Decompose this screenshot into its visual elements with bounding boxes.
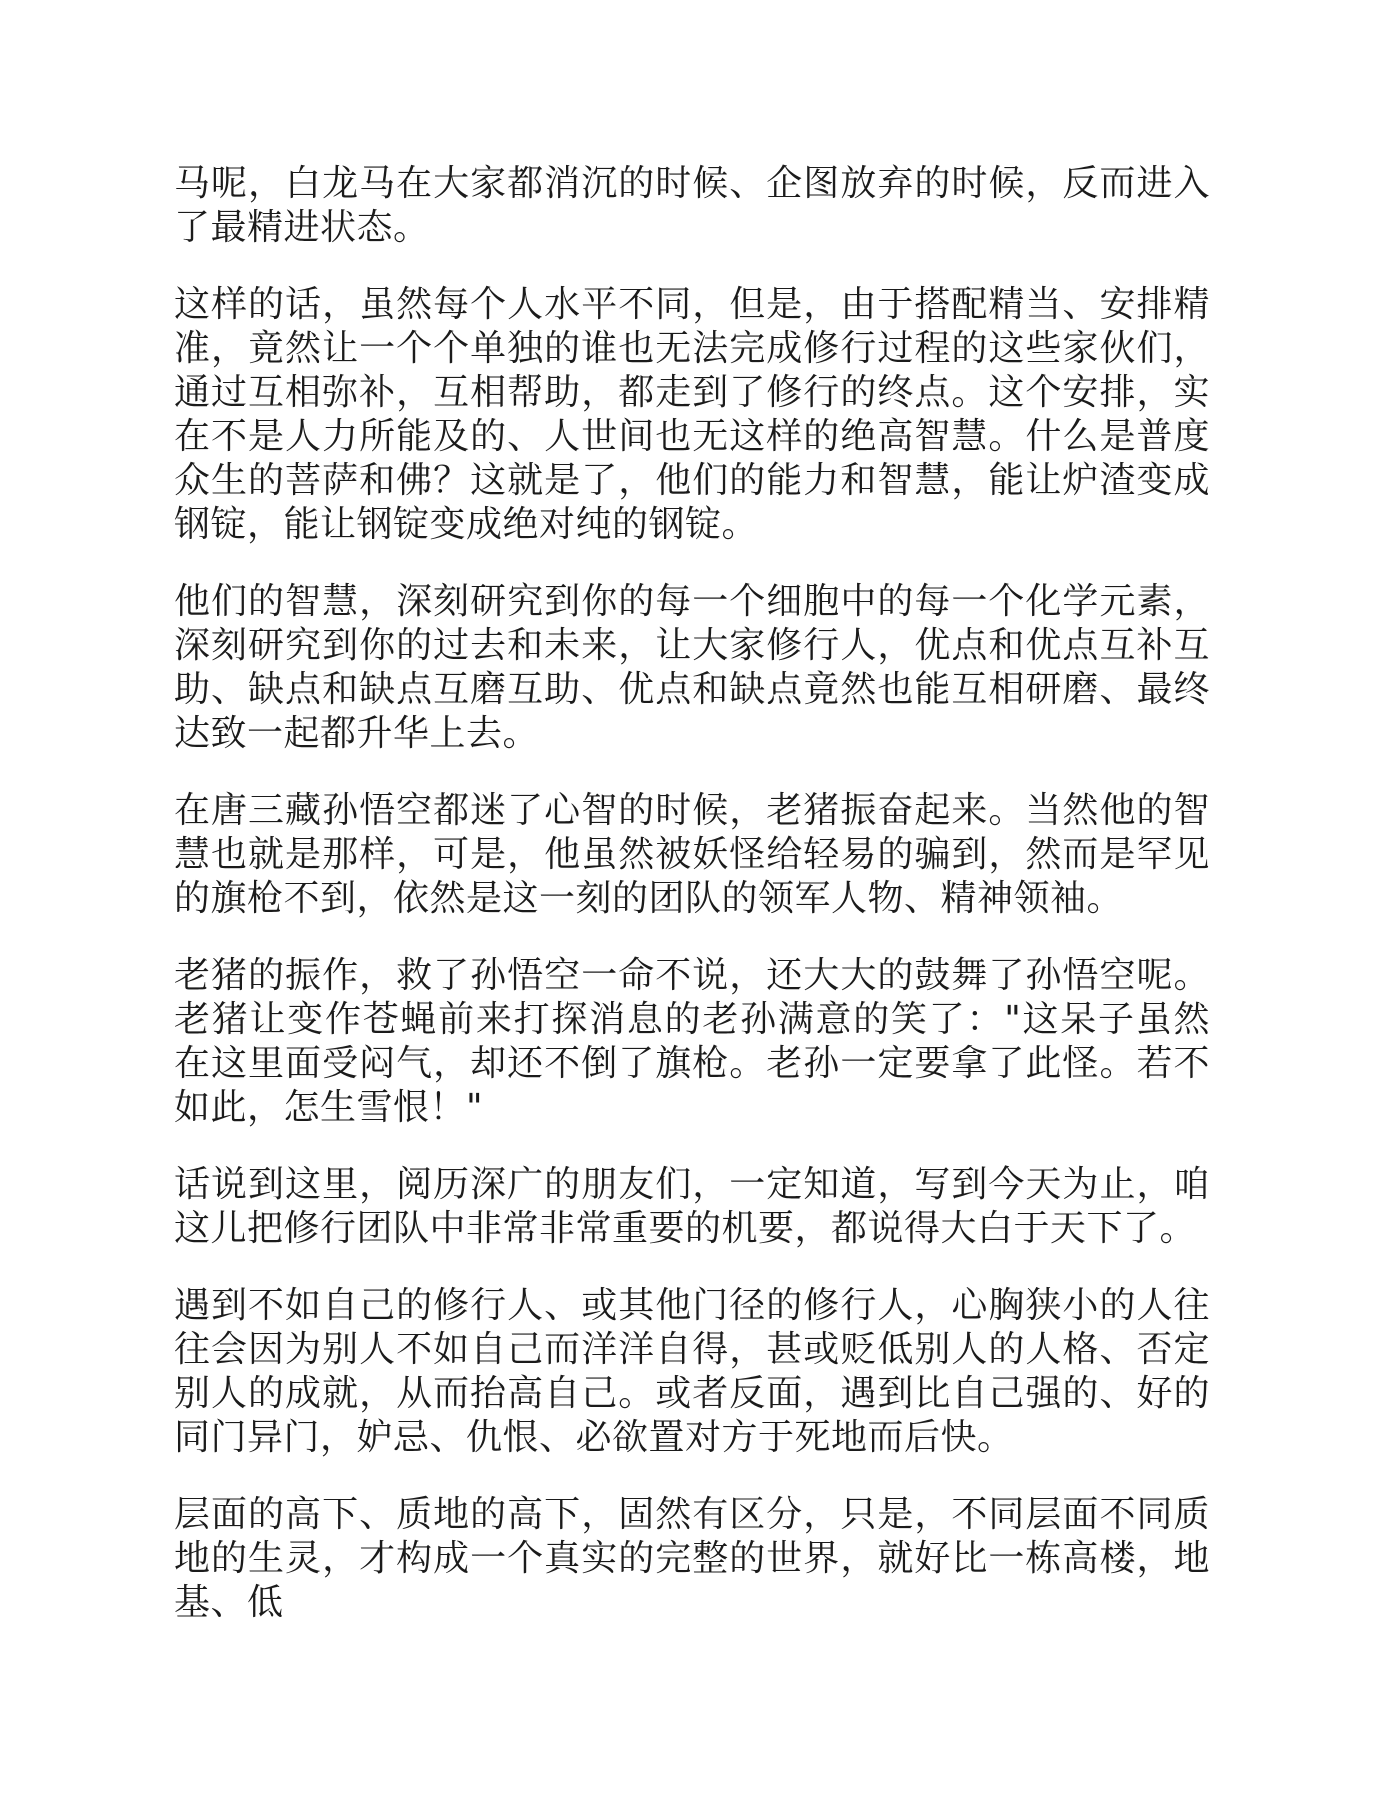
paragraph-4: 在唐三藏孙悟空都迷了心智的时候，老猪振奋起来。当然他的智慧也就是那样，可是，他虽然被妖怪给轻易的骗到，然而是罕见的旗枪不到，依然是这一刻的团队的领军人物、精神领袖。 bbox=[174, 790, 1210, 919]
paragraph-5: 老猪的振作，救了孙悟空一命不说，还大大的鼓舞了孙悟空呢。老猪让变作苍蝇前来打探消息的老孙满意的笑了："这呆子虽然在这里面受闷气，却还不倒了旗枪。老孙一定要拿了此怪。若不如此，怎生雪恨！" bbox=[174, 955, 1210, 1128]
paragraph-2: 这样的话，虽然每个人水平不同，但是，由于搭配精当、安排精准，竟然让一个个单独的谁也无法完成修行过程的这些家伙们，通过互相弥补，互相帮助，都走到了修行的终点。这个安排，实在不是人力所能及的、人世间也无这样的绝高智慧。什么是普度众生的菩萨和佛？这就是了，他们的能力和智慧，能让炉渣变成钢锭，能让钢锭变成绝对纯的钢锭。 bbox=[174, 284, 1210, 545]
paragraph-1: 马呢，白龙马在大家都消沉的时候、企图放弃的时候，反而进入了最精进状态。 bbox=[174, 163, 1210, 248]
paragraph-3: 他们的智慧，深刻研究到你的每一个细胞中的每一个化学元素，深刻研究到你的过去和未来，让大家修行人，优点和优点互补互助、缺点和缺点互磨互助、优点和缺点竟然也能互相研磨、最终达致一起都升华上去。 bbox=[174, 581, 1210, 754]
paragraph-7: 遇到不如自己的修行人、或其他门径的修行人，心胸狭小的人往往会因为别人不如自己而洋洋自得，甚或贬低别人的人格、否定别人的成就，从而抬高自己。或者反面，遇到比自己强的、好的同门异门，妒忌、仇恨、必欲置对方于死地而后快。 bbox=[174, 1285, 1210, 1458]
document-body bbox=[174, 162, 1210, 1658]
paragraph-8: 层面的高下、质地的高下，固然有区分，只是，不同层面不同质地的生灵，才构成一个真实的完整的世界，就好比一栋高楼，地基、低 bbox=[174, 1494, 1210, 1623]
paragraph-6: 话说到这里，阅历深广的朋友们，一定知道，写到今天为止，咱这儿把修行团队中非常非常重要的机要，都说得大白于天下了。 bbox=[174, 1164, 1210, 1249]
